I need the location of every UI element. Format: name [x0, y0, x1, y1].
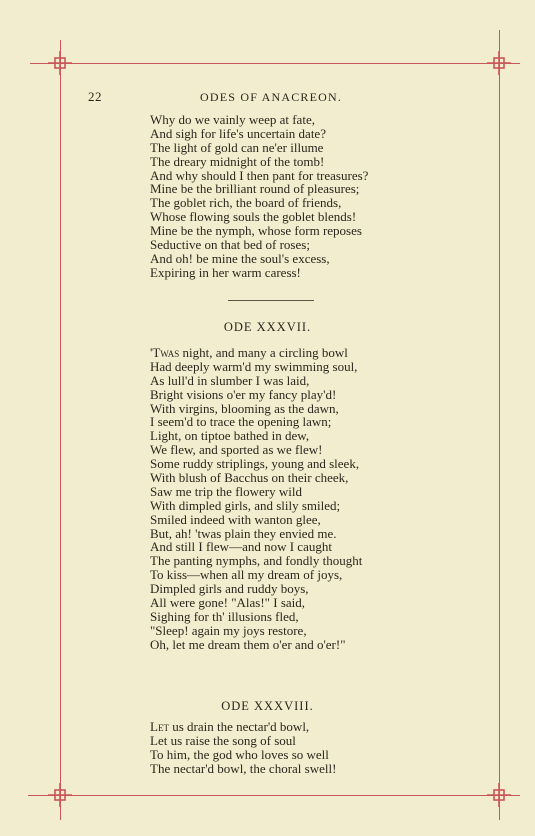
- verse-line: Expiring in her warm caress!: [150, 264, 301, 280]
- verse-line: Light, on tiptoe bathed in dew,: [150, 428, 310, 444]
- verse-line: With virgins, blooming as the dawn,: [150, 400, 339, 416]
- verse-line: But, ah! 'twas plain they envied me.: [150, 525, 337, 541]
- verse-line: Why do we vainly weep at fate,: [150, 112, 315, 127]
- section-divider: [228, 300, 314, 301]
- verse-line: To kiss—when all my dream of joys,: [150, 567, 343, 583]
- verse-line: We flew, and sported as we flew!: [150, 442, 323, 458]
- verse-line: To him, the god who loves so well: [150, 746, 329, 762]
- initial-word: 'Twas: [150, 345, 180, 360]
- ode-37-text: [150, 346, 362, 652]
- verse-line: Had deeply warm'd my swimming soul,: [150, 358, 358, 374]
- running-title: ODES OF ANACREON.: [200, 90, 343, 104]
- border-bottom-rule: [28, 795, 520, 796]
- verse-line: With blush of Bacchus on their cheek,: [150, 470, 349, 486]
- corner-ornament-icon: [46, 781, 74, 809]
- verse-line: And why should I then pant for treasures?: [150, 167, 369, 183]
- verse-line: As lull'd in slumber I was laid,: [150, 372, 310, 388]
- verse-line: The nectar'd bowl, the choral swell!: [150, 760, 337, 776]
- corner-ornament-icon: [46, 49, 74, 77]
- verse-line: I seem'd to trace the opening lawn;: [150, 414, 332, 430]
- first-line-rest: us drain the nectar'd bowl,: [168, 719, 310, 734]
- verse-line: All were gone! "Alas!" I said,: [150, 595, 306, 611]
- verse-line: With dimpled girls, and slily smiled;: [150, 497, 341, 513]
- verse-line: Dimpled girls and ruddy boys,: [150, 581, 309, 597]
- first-line-rest: night, and many a circling bowl: [179, 345, 348, 360]
- corner-ornament-icon: [485, 49, 513, 77]
- verse-line: The light of gold can ne'er illume: [150, 139, 324, 155]
- running-header: [88, 89, 500, 105]
- verse-line: Oh, let me dream them o'er and o'er!": [150, 636, 346, 652]
- verse-line: And oh! be mine the soul's excess,: [150, 250, 330, 266]
- verse-line: Smiled indeed with wanton glee,: [150, 511, 321, 527]
- ode-38-text: [150, 720, 336, 776]
- verse-line: The panting nymphs, and fondly thought: [150, 553, 363, 569]
- ode-38-heading: ODE XXXVIII.: [221, 699, 314, 713]
- verse-line: "Sleep! again my joys restore,: [150, 622, 307, 638]
- stanza-continuation: [150, 113, 368, 280]
- verse-line: Whose flowing souls the goblet blends!: [150, 209, 357, 225]
- corner-ornament-icon: [485, 781, 513, 809]
- border-top-rule: [30, 63, 520, 64]
- verse-line: And sigh for life's uncertain date?: [150, 125, 326, 141]
- initial-word: Let: [150, 719, 169, 734]
- verse-line: The goblet rich, the board of friends,: [150, 195, 342, 211]
- verse-line: Let us raise the song of soul: [150, 732, 296, 748]
- verse-line: Bright visions o'er my fancy play'd!: [150, 386, 337, 402]
- verse-line: Saw me trip the flowery wild: [150, 483, 302, 499]
- verse-line: And still I flew—and now I caught: [150, 539, 332, 555]
- page-number: 22: [88, 89, 102, 104]
- verse-line: Mine be the brilliant round of pleasures;: [150, 181, 360, 197]
- ode-37-heading: ODE XXXVII.: [223, 320, 312, 334]
- verse-line: [150, 720, 336, 734]
- verse-line: [150, 346, 362, 360]
- verse-line: Seductive on that bed of roses;: [150, 237, 310, 253]
- verse-line: The dreary midnight of the tomb!: [150, 153, 325, 169]
- verse-line: Mine be the nymph, whose form reposes: [150, 223, 362, 239]
- verse-line: Some ruddy striplings, young and sleek,: [150, 456, 360, 472]
- verse-line: Sighing for th' illusions fled,: [150, 608, 299, 624]
